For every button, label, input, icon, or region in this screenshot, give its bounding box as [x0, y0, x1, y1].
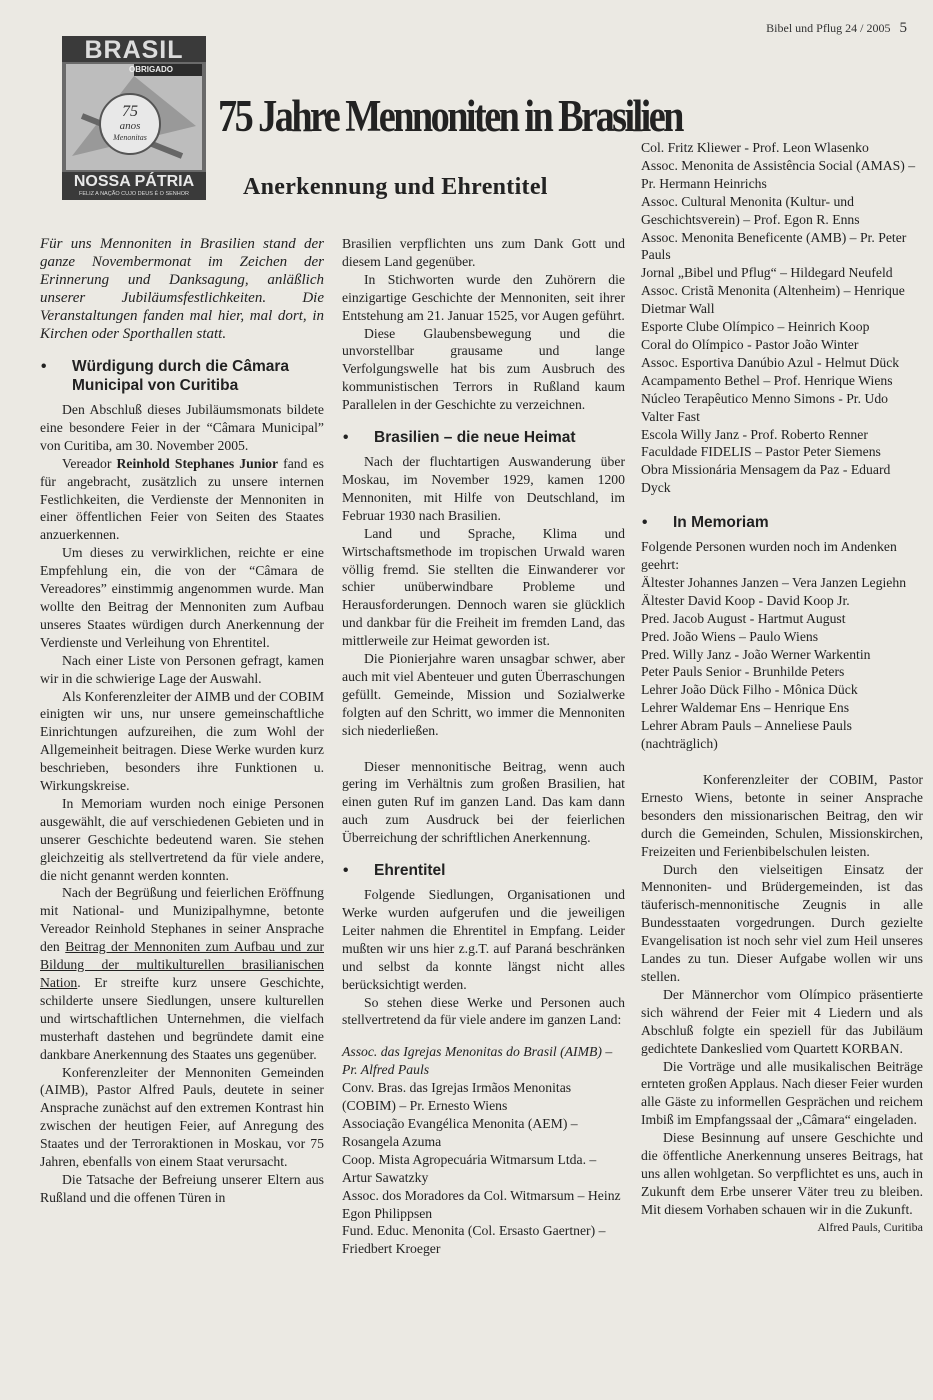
list-item: Acampamento Bethel – Prof. Henrique Wiens: [641, 372, 893, 388]
list-item: Jornal „Bibel und Pflug“ – Hildegard Neufeld: [641, 265, 893, 281]
list-item: Escola Willy Janz - Prof. Roberto Renner: [641, 426, 868, 442]
column-3: [641, 139, 923, 1237]
list-item: Coral do Olímpico - Pastor João Winter: [641, 336, 859, 352]
paragraph: In Stichworten wurde den Zuhörern die einzigartige Geschichte der Mennoniten, seit ihrer Entstehung am 21. Januar 1525, vor Augen geführt.: [342, 271, 625, 323]
paragraph: Diese Besinnung auf unsere Geschichte und die öffentliche Anerkennung unseres Beitrags, hat uns allen wohlgetan. So verpflichtet es uns, auch in Zukunft dem Erbe unserer Väter treu zu bleiben. Mit diesem Vorhaben schauen wir in die Zukunft.: [641, 1130, 923, 1217]
memoriam-list: [641, 538, 923, 753]
paragraph: Dieser mennonitische Beitrag, wenn auch gering im Verhältnis zum großen Brasilien, hat einen guten Ruf im ganzen Land. Das kam dann auch zum Ausdruck bei der feierlichen Überreichung der schriftlichen Anerkennung.: [342, 758, 625, 846]
paragraph: Den Abschluß dieses Jubiläumsmonats bildete eine besondere Feier in der “Câmara Municipal” von Curitiba, am 30. November 2005.: [40, 402, 324, 453]
page-header: [766, 20, 907, 37]
stamp-number: 75: [122, 103, 138, 120]
section-heading-heimat: • Brasilien – die neue Heimat: [342, 428, 625, 447]
list-item: Pred. João Wiens – Paulo Wiens: [641, 628, 819, 644]
list-item: Ältester David Koop - David Koop Jr.: [641, 592, 850, 608]
honoree-list: [342, 1043, 625, 1258]
paragraph: Land und Sprache, Klima und Wirtschaftsmethode im tropischen Urwald waren völlig fremd. Sie stellten die Einwanderer vor schier unüberwindbare Probleme und Herausforderungen. Dennoch waren sie glücklich und dankbar für die Freiheit im fremden Land, das mittlerweile zur Heimat geworden ist.: [342, 525, 625, 649]
list-item: Assoc. Cultural Menonita (Kultur- und Geschichtsverein) – Prof. Egon R. Enns: [641, 193, 860, 227]
paragraph: Durch den vielseitigen Einsatz der Mennoniten- und Brüdergemeinden, ist das täuferisch-mennonitische Zeugnis in alle Bundesstaaten vorgedrungen. Durch gezielte Evangelisation ist noch sehr viel zum Heil unseres Landes zu tun. Dieser Aufgabe wollen wir uns stellen.: [641, 861, 923, 984]
paragraph: So stehen diese Werke und Personen auch stellvertretend da für viele andere im ganzen Land:: [342, 994, 625, 1028]
page-number: 5: [899, 20, 907, 36]
section-heading-ehrentitel: • Ehrentitel: [342, 861, 625, 880]
section-heading-memoriam: • In Memoriam: [641, 513, 923, 532]
list-item: Ältester Johannes Janzen – Vera Janzen Legiehn: [641, 574, 907, 590]
list-item: Lehrer Abram Pauls – Anneliese Pauls (nachträglich): [641, 718, 852, 752]
list-item: Assoc. Menonita Beneficente (AMB) – Pr. Peter Pauls: [641, 229, 907, 263]
article-subtitle: Anerkennung und Ehrentitel: [243, 174, 548, 200]
list-item: Assoc. dos Moradores da Col. Witmarsum – Heinz Egon Philippsen: [342, 1187, 621, 1221]
section-heading-camara: • Würdigung durch die Câmara Municipal von Curitiba: [40, 357, 324, 395]
list-item: Lehrer João Dück Filho - Mônica Dück: [641, 682, 858, 698]
paragraph: Die Vorträge und alle musikalischen Beiträge ernteten großen Applaus. Nach dieser Feier wurden alle Gäste zu informellen Gesprächen und reichem Imbiß im Empfangssaal der „Câmara“ eingeladen.: [641, 1058, 923, 1128]
jubilee-stamp-logo: [62, 36, 206, 200]
paragraph: Brasilien verpflichten uns zum Dank Gott und diesem Land gegenüber.: [342, 236, 625, 269]
list-item: Assoc. Cristã Menonita (Altenheim) – Henrique Dietmar Wall: [641, 283, 905, 317]
list-item: Faculdade FIDELIS – Pastor Peter Siemens: [641, 444, 881, 460]
list-item: Obra Missionária Mensagem da Paz - Eduard Dyck: [641, 462, 891, 496]
publication-name: Bibel und Pflug 24 / 2005: [766, 21, 891, 35]
text-run: Vereador: [62, 455, 117, 471]
list-item: Assoc. Menonita de Assistência Social (AMAS) – Pr. Hermann Heinrichs: [641, 157, 916, 191]
paragraph: Konferenzleiter der COBIM, Pastor Ernesto Wiens, betonte in seiner Ansprache besonders den missionarischen Beitrag, den wir durch die Gemeinden, Schulen, Missionskirchen, Freizeiten und Ferienbibelschulen leisten.: [641, 772, 923, 859]
list-item: Esporte Clube Olímpico – Heinrich Koop: [641, 319, 870, 335]
list-item: Col. Fritz Kliewer - Prof. Leon Wlasenko: [641, 140, 869, 155]
list-item: Lehrer Waldemar Ens – Henrique Ens: [641, 700, 850, 716]
honoree-list-continued: [641, 139, 923, 497]
paragraph: Die Tatsache der Befreiung unserer Eltern aus Rußland und die offenen Türen in: [40, 1171, 324, 1205]
paragraph: Der Männerchor vom Olímpico präsentierte sich während der Feier mit 4 Liedern und als Abschluß folgte ein speziell für das Jubiläum gedichtete Dankeslied vom Quartett KORBAN.: [641, 986, 923, 1056]
stamp-top-text: BRASIL: [84, 36, 184, 64]
text-run: Nach der Begrüßung und feierlichen Eröffnung mit National- und Munizipalhymne, betonte Vereador Reinhold Stephanes in seiner Ansprache den: [40, 885, 324, 955]
underlined-phrase: Beitrag der Mennoniten zum Aufbau und zur Bildung der multikulturellen brasilianischen Nation: [40, 939, 325, 990]
memoriam-intro: Folgende Personen wurden noch im Andenken geehrt:: [641, 539, 897, 573]
paragraph: Als Konferenzleiter der AIMB und der COBIM einigten wir uns, nur unsere gemeinschaftliche Einrichtungen aufzureihen, die zum Wohl der Allgemeinheit beitragen. Diese Werke wurden kurz beschrieben, besonders ihre Funktionen u. Wirkungskreise.: [40, 688, 324, 794]
list-item: Pred. Willy Janz - João Werner Warkentin: [641, 646, 871, 662]
stamp-motto: FELIZ A NAÇÃO CUJO DEUS É O SENHOR: [78, 191, 190, 197]
list-item: Conv. Bras. das Igrejas Irmãos Menonitas (COBIM) – Pr. Ernesto Wiens: [342, 1080, 572, 1114]
paragraph: Diese Glaubensbewegung und die unvorstellbar grausame und lange Verfolgungswelle hat bis zum Ausbruch des kommunistischen Terrors in Rußland kaum Parallelen in der Geschichte zu verzeichnen.: [342, 325, 625, 413]
list-item: Fund. Educ. Menonita (Col. Ersasto Gaertner) – Friedbert Kroeger: [342, 1223, 606, 1257]
paragraph: [40, 455, 324, 545]
paragraph: In Memoriam wurden noch einige Personen ausgewählt, die auf verschiedenen Gebieten und in unserer Geschichte bedeutend waren. Sie stehen gleichzeitig als stellvertretend da für viele andere, die nicht genannt werden konnten.: [40, 795, 324, 883]
paragraph: Folgende Siedlungen, Organisationen und Werke wurden aufgerufen und die jeweiligen Leiter nahmen die Ehrentitel in Empfang. Leider mußten wir uns hier z.g.T. auf Paraná beschränken und selbst da konnte längst nicht alles berücksichtigt werden.: [342, 887, 625, 992]
intro-paragraph: Für uns Mennoniten in Brasilien stand der ganze Novembermonat im Zeichen der Erinnerung und Danksagung, anläßlich unserer Jubiläumsfestlichkeiten. Die Veranstaltungen fanden mal hier, mal dort, in Kirchen oder Sporthallen statt.: [40, 236, 324, 342]
paragraph: [40, 884, 324, 1063]
paragraph: Um dieses zu verwirklichen, reichte er eine Empfehlung ein, die von der “Câmara de Vereadores” einstimmig angenommen wurde. Man wollte den Beitrag der Mennoniten zum Aufbau unseres Staates würdigen durch Anerkennung der Verdienste und Verleihung von Ehrentitel.: [40, 545, 324, 650]
author-signature: Alfred Pauls, Curitiba: [817, 1219, 923, 1234]
list-item: Associação Evangélica Menonita (AEM) – Rosangela Azuma: [342, 1115, 578, 1149]
paragraph: Nach der fluchtartigen Auswanderung über Moskau, im November 1929, kamen 1200 Mennoniten, mit Hilfe von Deutschland, im Februar 1930 nach Brasilien.: [342, 454, 625, 523]
name-bold: Reinhold Stephanes Junior: [116, 455, 279, 471]
list-item: Peter Pauls Senior - Brunhilde Peters: [641, 664, 845, 680]
paragraph: Die Pionierjahre waren unsagbar schwer, aber auch mit viel Abenteuer und guten Überraschungen gefüllt. Gemeinde, Mission und Sozialwerke folgten auf den Schritt, wo immer die Mennoniten sich niederließen.: [342, 651, 625, 738]
list-item: Coop. Mista Agropecuária Witmarsum Ltda. – Artur Sawatzky: [342, 1151, 597, 1185]
stamp-menonitas: Menonitas: [113, 133, 147, 142]
column-2: [342, 235, 625, 1258]
stamp-tag: OBRIGADO: [129, 65, 173, 74]
list-item: Pred. Jacob August - Hartmut August: [641, 610, 846, 626]
paragraph: Nach einer Liste von Personen gefragt, kamen wir in die schwierige Lage der Auswahl.: [40, 652, 324, 686]
column-1: [40, 235, 324, 1207]
stamp-anos: anos: [119, 120, 141, 132]
paragraph: Konferenzleiter der Mennoniten Gemeinden (AIMB), Pastor Alfred Pauls, deutete in seiner Ansprache zunächst auf den extremen Kontrast hin zwischen der heutigen Feier, auf Anregung des Staates und der Terroraktionen in Moskau, vor 75 Jahren, ebenfalls von einem Staat verursacht.: [40, 1064, 324, 1170]
list-item: Assoc. Esportiva Danúbio Azul - Helmut Dück: [641, 354, 900, 370]
article-title: 75 Jahre Mennoniten in Brasilien: [218, 91, 682, 141]
text-run: fand es für angebracht, zusätzlich zu unsere internen Festlichkeiten, die Verdienste der Mennoniten in einer öffentlichen Feier von Seiten des Staates anzuerkennen.: [40, 455, 324, 543]
list-item: Assoc. das Igrejas Menonitas do Brasil (AIMB) – Pr. Alfred Pauls: [342, 1044, 613, 1078]
text-run: . Er streifte kurz unsere Geschichte, schilderte unsere Siedlungen, unsere kulturellen und wirtschaftlichen Unternehmen, die vielfach musterhaft dastehen und begründete damit eine dankbare Anerkennung des Staates uns gegenüber.: [40, 975, 324, 1062]
stamp-bottom-text: NOSSA PÁTRIA: [73, 173, 195, 190]
list-item: Núcleo Terapêutico Menno Simons - Pr. Udo Valter Fast: [641, 390, 889, 424]
